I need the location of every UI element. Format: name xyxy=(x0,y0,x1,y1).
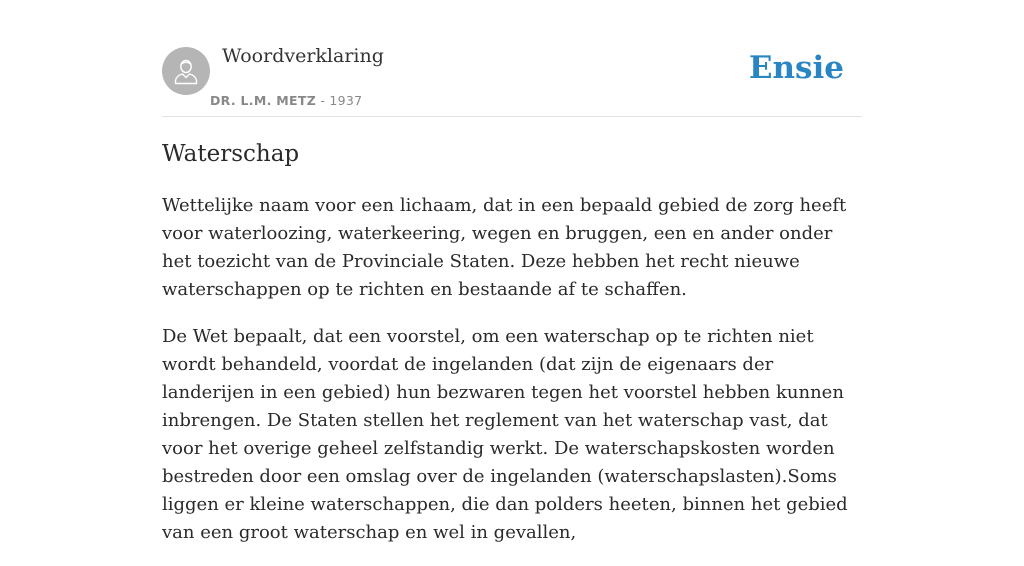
header xyxy=(162,0,862,117)
article-title: Waterschap xyxy=(162,141,300,167)
publication-year: 1937 xyxy=(329,93,363,108)
ensie-logo[interactable]: Ensie xyxy=(748,50,844,86)
user-icon xyxy=(171,56,201,86)
source-separator: - xyxy=(316,93,330,108)
article-paragraph: Wettelijke naam voor een lichaam, dat in een bepaald gebied de zorg heeft voor waterloozing, waterkeering, wegen en bruggen, een en ander onder het toezicht van de Provinciale Staten. Deze hebben het recht nieuwe waterschappen op te richten en bestaande af te schaffen. xyxy=(162,195,847,300)
category-label[interactable]: Woordverklaring xyxy=(222,45,384,67)
author-avatar[interactable] xyxy=(162,47,210,95)
article-paragraph: De Wet bepaalt, dat een voorstel, om een waterschap op te richten niet wordt behandeld, voordat de ingelanden (dat zijn de eigenaars der landerijen in een gebied) hun bezwaren tegen het voorstel hebben kunnen inbrengen. De Staten stellen het reglement van het waterschap vast, dat voor het overige geheel zelfstandig werkt. De waterschapskosten worden bestreden door een omslag over de ingelanden (waterschapslasten).Soms liggen er kleine waterschappen, die dan polders heeten, binnen het gebied van een groot waterschap en wel in gevallen, xyxy=(162,326,848,543)
source-line xyxy=(210,93,362,108)
author-name[interactable]: DR. L.M. METZ xyxy=(210,93,317,108)
article-body xyxy=(162,138,862,566)
